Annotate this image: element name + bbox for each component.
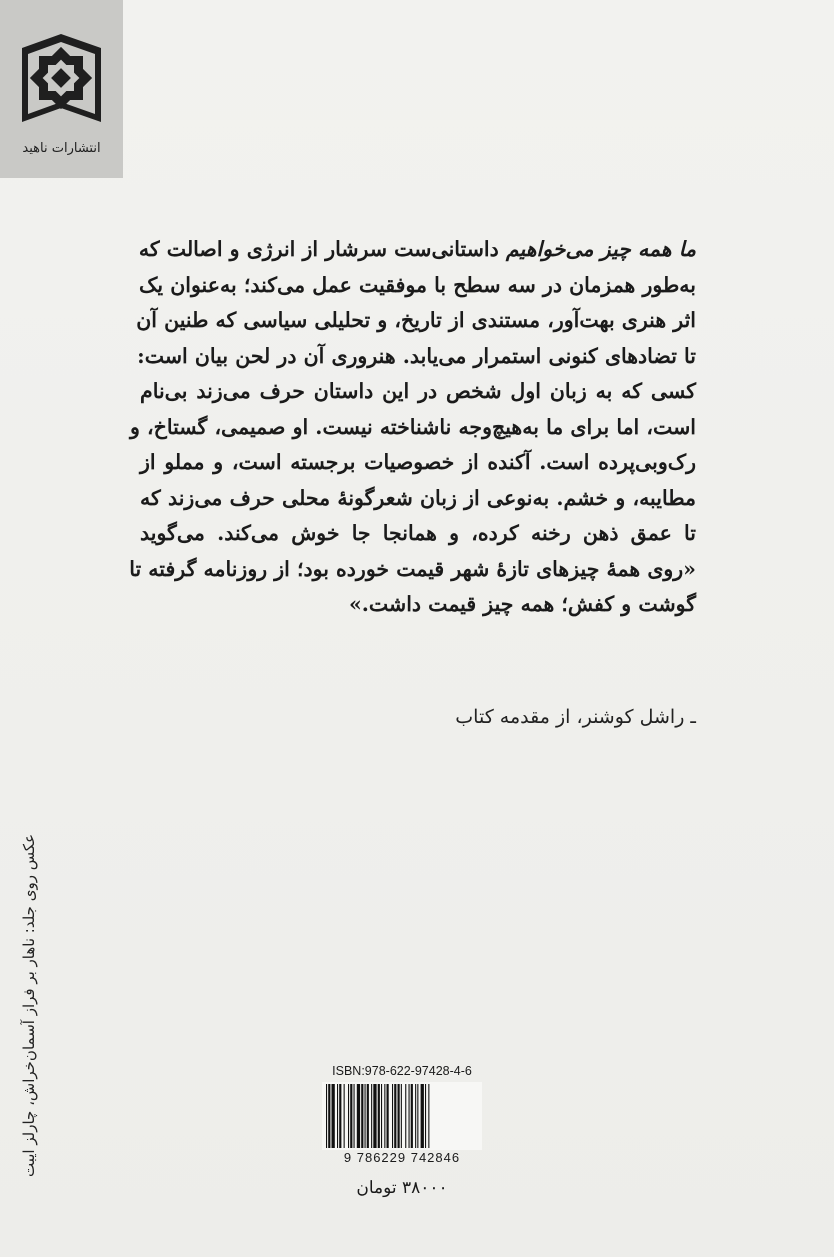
blurb-line [140, 232, 696, 268]
isbn-barcode [322, 1064, 482, 1166]
blurb-line: کسی که به زبان اول شخص در این داستان حرف می‌زند بی‌نام [140, 379, 696, 403]
blurb-line: است، اما برای ما به‌هیچ‌وجه ناشناخته نیست. او صمیمی، گستاخ، و [129, 414, 696, 439]
blurb-line-rest: داستانی‌ست سرشار از انرژی و اصالت که [138, 237, 506, 261]
blurb-line: رک‌وبی‌پرده است. آکنده از خصوصیات برجسته است، و مملو از [140, 450, 696, 474]
barcode-bar [401, 1084, 402, 1148]
blurb-line: تا تضادهای کنونی استمرار می‌یابد. هنروری آن در لحن بیان است: [137, 343, 696, 368]
blurb-line: تا عمق ذهن رخنه کرده، و همانجا جا خوش می‌کند. می‌گوید [140, 521, 696, 545]
barcode-bar [405, 1084, 406, 1148]
barcode-bar [339, 1084, 341, 1148]
barcode-bar [354, 1084, 355, 1148]
barcode-bar [367, 1084, 369, 1148]
blurb-text [129, 232, 696, 623]
barcode-bar [350, 1084, 352, 1148]
barcode-bar [365, 1084, 366, 1148]
attribution: ـ راشل کوشنر، از مقدمه کتاب [455, 706, 696, 728]
barcode-bar [425, 1084, 426, 1148]
blurb-line: به‌طور همزمان در سه سطح با موفقیت عمل می‌کند؛ به‌عنوان یک [139, 272, 696, 297]
barcode-bar [394, 1084, 396, 1148]
barcode-bar [381, 1084, 382, 1148]
barcode-bar [348, 1084, 349, 1148]
blurb-line: «روی همهٔ چیزهای تازهٔ شهر قیمت خورده بود؛ از روزنامه گرفته تا [129, 556, 696, 581]
barcode-bar [371, 1084, 372, 1148]
barcode-bars [322, 1082, 482, 1150]
blurb-line: گوشت و کفش؛ همه چیز قیمت داشت.» [348, 592, 696, 616]
price: ۳۸۰۰۰ تومان [356, 1178, 448, 1198]
barcode-bar [428, 1084, 429, 1148]
barcode-bar [357, 1084, 360, 1148]
blurb-line: اثر هنری بهت‌آور، مستندی از تاریخ، و تحلیلی سیاسی که طنین آن [136, 308, 696, 332]
barcode-bar [378, 1084, 380, 1148]
barcode-bar [384, 1084, 385, 1148]
barcode-bar [387, 1084, 389, 1148]
barcode-bar [332, 1084, 335, 1148]
barcode-bar [415, 1084, 416, 1148]
barcode-bar [392, 1084, 393, 1148]
barcode-bar [417, 1084, 418, 1148]
barcode-bar [328, 1084, 330, 1148]
isbn-label: ISBN:978-622-97428-4-6 [332, 1064, 472, 1078]
book-title-italic: ما همه چیز می‌خواهیم [505, 237, 696, 261]
barcode-bar [344, 1084, 345, 1148]
cover-photo-credit [20, 830, 50, 1180]
barcode-bar [421, 1084, 424, 1148]
star-book-icon [14, 30, 109, 130]
barcode-bar [398, 1084, 400, 1148]
publisher-logo-box [0, 0, 123, 178]
publisher-name: انتشارات ناهید [22, 141, 101, 156]
barcode-digits: 9 786229 742846 [343, 1150, 461, 1165]
barcode-bar [361, 1084, 363, 1148]
barcode-bar [326, 1084, 327, 1148]
barcode-bar [411, 1084, 413, 1148]
barcode-bar [409, 1084, 410, 1148]
cover-photo-credit-text: عکس روی جلد: ناهار بر فراز آسمان‌خراش، چارلز ایبت [20, 833, 38, 1177]
barcode-bar [337, 1084, 338, 1148]
blurb-line: مطایبه، و خشم. به‌نوعی از زبان شعرگونهٔ محلی حرف می‌زند که [140, 485, 696, 510]
barcode-bar [373, 1084, 376, 1148]
